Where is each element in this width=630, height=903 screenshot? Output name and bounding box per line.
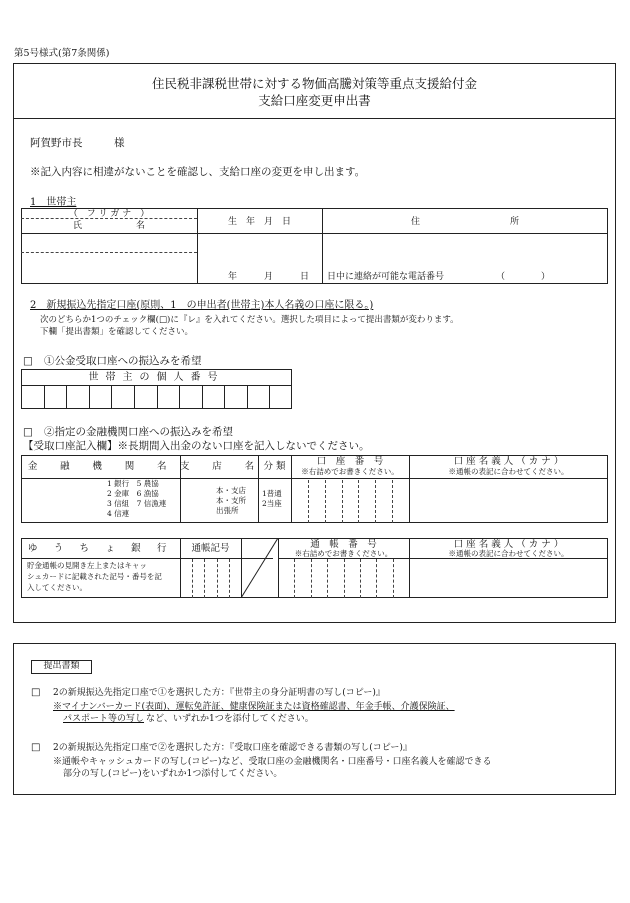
account-number-cell[interactable]	[343, 481, 358, 522]
form-title-line1: 住民税非課税世帯に対する物価高騰対策等重点支援給付金	[151, 76, 477, 91]
yucho-number-cell[interactable]	[394, 560, 408, 597]
institution-header: 金 融 機 関 名	[27, 461, 174, 472]
title-divider	[13, 118, 616, 119]
form-title-line2: 支給口座変更申出書	[258, 93, 371, 108]
address-label: 住 所	[410, 217, 519, 227]
my-number-cell[interactable]	[67, 386, 88, 408]
holder-note: ※通帳の表記に合わせてください。	[448, 467, 569, 476]
branch-type-1: 本・支店	[216, 486, 246, 495]
yucho-symbol-cell[interactable]	[193, 560, 203, 597]
yucho-symbol-header: 通帳記号	[191, 543, 230, 554]
account-number-cell[interactable]	[309, 481, 324, 522]
institution-type-3: 3 信組 7 信漁連	[107, 499, 167, 508]
my-number-cell[interactable]	[180, 386, 201, 408]
institution-type-4: 4 信連	[107, 509, 130, 518]
account-type-2: 2当座	[262, 499, 282, 508]
yucho-number-cell[interactable]	[312, 560, 326, 597]
option2-checkbox[interactable]: □	[23, 426, 33, 438]
yucho-number-cell[interactable]	[345, 560, 359, 597]
phone-label: 日中に連絡が可能な電話番号	[327, 272, 445, 282]
branch-type-2: 本・支所	[216, 496, 246, 505]
yucho-note-3: 入してください。	[27, 583, 87, 592]
doc1-checkbox[interactable]: □	[31, 687, 41, 698]
account-number-note: ※右詰めでお書きください。	[301, 467, 399, 476]
yucho-holder-header: 口 座 名 義 人 （ カ ナ ）	[453, 539, 564, 550]
dob-label: 生 年 月 日	[227, 217, 291, 227]
statement: ※記入内容に相違がないことを確認し、支給口座の変更を申し出ます。	[30, 166, 366, 178]
holder-header: 口 座 名 義 人 （ カ ナ ）	[453, 456, 564, 467]
account-type-1: 1普通	[262, 489, 282, 498]
option1-checkbox[interactable]: □	[23, 355, 33, 367]
yucho-symbol-cell[interactable]	[218, 560, 228, 597]
yucho-number-cell[interactable]	[361, 560, 375, 597]
account-number-cell[interactable]	[326, 481, 341, 522]
section2-note2: 下欄「提出書類」を確認してください。	[40, 327, 194, 337]
yucho-header: ゆ う ち ょ 銀 行	[27, 543, 174, 554]
yucho-symbol-cell[interactable]	[230, 560, 240, 597]
yucho-number-cell[interactable]	[328, 560, 342, 597]
account-number-cell[interactable]	[376, 481, 391, 522]
my-number-cell[interactable]	[45, 386, 66, 408]
section2-note1: 次のどちらか1つのチェック欄(□)に『レ』を入れてください。選択した項目によって提出書類が変わります。	[40, 315, 459, 325]
account-number-header: 口 座 番 号	[316, 456, 384, 467]
name-label: 氏 名	[72, 221, 145, 231]
doc2-sub1: ※通帳やキャッシュカードの写し(コピー)など、受取口座の金融機関名・口座番号・口座名義人を確認できる	[53, 757, 492, 767]
option2-label: ②指定の金融機関口座への振込みを希望	[44, 426, 233, 438]
addressee: 阿賀野市長 様	[30, 137, 125, 149]
doc2-sub2: 部分の写し(コピー)をいずれか1つ添付してください。	[63, 769, 283, 779]
doc1-sub2: など、いずれか1つを添付してください。	[146, 714, 314, 724]
yucho-diagonal-line	[241, 538, 278, 598]
institution-type-1: 1 銀行 5 農協	[107, 479, 159, 488]
yucho-number-cell[interactable]	[279, 560, 293, 597]
doc2-checkbox[interactable]: □	[31, 742, 41, 753]
account-number-cell[interactable]	[393, 481, 408, 522]
account-number-cell[interactable]	[292, 481, 307, 522]
institution-type-2: 2 金庫 6 漁協	[107, 489, 159, 498]
my-number-cell[interactable]	[270, 386, 291, 408]
furigana-label: （ フ リ ガ ナ ）	[68, 209, 150, 219]
dob-value: 年 月 日	[228, 272, 310, 282]
my-number-cell[interactable]	[203, 386, 224, 408]
my-number-cell[interactable]	[112, 386, 133, 408]
my-number-cell[interactable]	[225, 386, 246, 408]
form-number: 第5号様式(第7条関係)	[14, 48, 110, 59]
my-number-cell[interactable]	[22, 386, 43, 408]
my-number-cell[interactable]	[90, 386, 111, 408]
account-number-cell[interactable]	[359, 481, 374, 522]
yucho-symbol-cell[interactable]	[205, 560, 215, 597]
yucho-note-2: シュカードに記載された記号・番号を記	[27, 572, 162, 581]
yucho-number-header: 通 帳 番 号	[310, 539, 377, 550]
doc1-sub2-underlined: パスポート等の写し	[63, 714, 145, 724]
yucho-symbol-cell[interactable]	[181, 560, 191, 597]
yucho-holder-note: ※通帳の表記に合わせてください。	[448, 549, 569, 558]
name-input[interactable]	[22, 253, 196, 283]
my-number-cell[interactable]	[158, 386, 179, 408]
yucho-note-1: 貯金通帳の見開き左上またはキャッ	[27, 561, 147, 570]
type-header: 分 類	[263, 461, 286, 472]
yucho-number-cell[interactable]	[295, 560, 309, 597]
doc2-text: 2の新規振込先指定口座で②を選択した方：『受取口座を確認できる書類の写し(コピー)』	[53, 743, 412, 753]
branch-type-3: 出張所	[216, 506, 239, 515]
branch-header: 支 店 名	[180, 461, 261, 472]
phone-input[interactable]: （ ）	[496, 272, 551, 282]
section2-heading: 2 新規振込先指定口座(原則、1 の申出者(世帯主)本人名義の口座に限る。)	[30, 300, 374, 311]
yucho-number-cell[interactable]	[377, 560, 391, 597]
my-number-cell[interactable]	[135, 386, 156, 408]
section1-heading: 1 世帯主	[30, 197, 77, 208]
doc1-text: 2の新規振込先指定口座で①を選択した方：『世帯主の身分証明書の写し(コピー)』	[53, 688, 385, 698]
doc1-sub1: ※マイナンバーカード(表面)、運転免許証、健康保険証または資格確認書、年金手帳、介護保険証、	[53, 702, 455, 712]
option2-note: 【受取口座記入欄】※長期間入出金のない口座を記入しないでください。	[23, 440, 370, 452]
my-number-cell[interactable]	[248, 386, 269, 408]
yucho-number-note: ※右詰めでお書きください。	[294, 549, 393, 558]
my-number-header: 世帯主の個人番号	[88, 372, 225, 383]
option1-label: ①公金受取口座への振込みを希望	[44, 355, 202, 367]
address-input[interactable]	[323, 234, 607, 268]
documents-title: 提出書類	[43, 661, 80, 671]
